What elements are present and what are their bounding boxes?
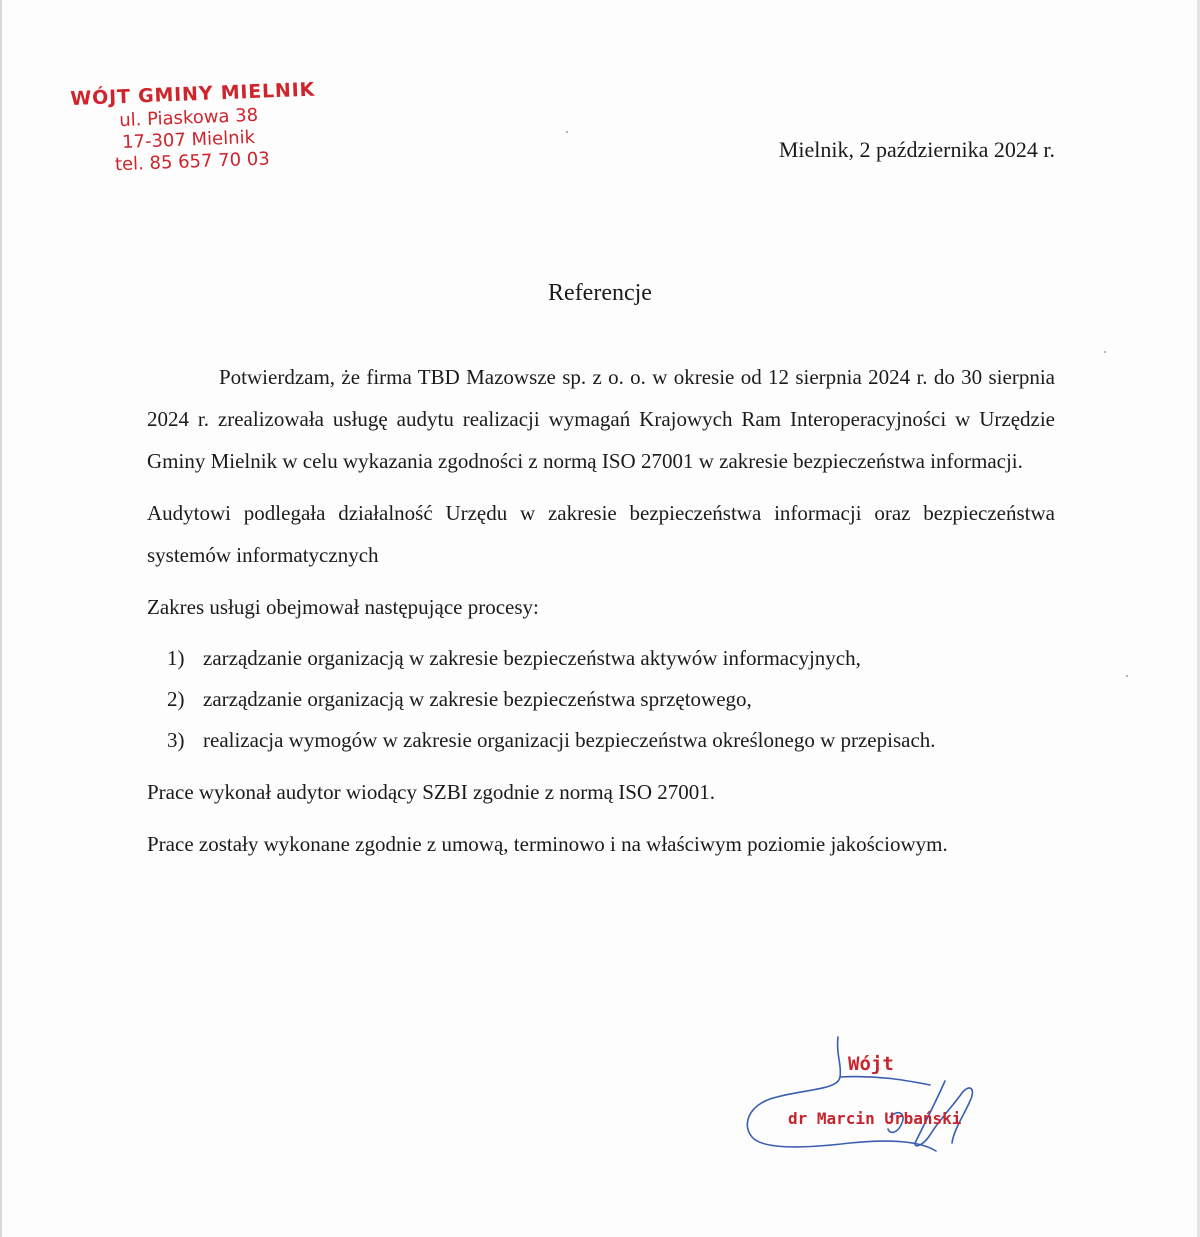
paragraph-auditor: Prace wykonał audytor wiodący SZBI zgodnie z normą ISO 27001. [147, 780, 716, 804]
list-item [147, 720, 1055, 761]
list-item-text: zarządzanie organizacją w zakresie bezpieczeństwa aktywów informacyjnych, [203, 646, 861, 670]
stamp-phone: tel. 85 657 70 03 [114, 148, 271, 176]
letter-body [147, 356, 1055, 865]
paragraph-confirmation: Potwierdzam, że firma TBD Mazowsze sp. z o. o. w okresie od 12 sierpnia 2024 r. do 30 sierpnia 2024 r. zrealizowała usługę audytu realizacji wymagań Krajowych Ram Interoperacyjności w Urzędzie Gminy Mielnik w celu wykazania zgodności z normą ISO 27001 w zakresie bezpieczeństwa informacji. [147, 365, 1055, 473]
scan-speck [1126, 675, 1128, 677]
signature-name: dr Marcin Urbański [788, 1109, 962, 1128]
scan-speck [1104, 351, 1106, 353]
list-item-number: 1) [167, 646, 185, 670]
document-title: Referencje [548, 280, 652, 306]
signature-block [740, 1025, 1000, 1165]
list-item-text: realizacja wymogów w zakresie organizacji bezpieczeństwa określonego w przepisach. [203, 728, 936, 752]
process-list [147, 638, 1055, 761]
list-item-number: 2) [167, 687, 185, 711]
paragraph-audit-scope: Audytowi podlegała działalność Urzędu w zakresie bezpieczeństwa informacji oraz bezpieczeństwa systemów informatycznych [147, 501, 1055, 567]
stamp-title: WÓJT GMINY MIELNIK [70, 78, 316, 110]
paragraph-quality: Prace zostały wykonane zgodnie z umową, terminowo i na właściwym poziomie jakościowym. [147, 832, 948, 856]
list-item-text: zarządzanie organizacją w zakresie bezpieczeństwa sprzętowego, [203, 687, 752, 711]
signature-role: Wójt [848, 1053, 894, 1075]
place-and-date: Mielnik, 2 października 2024 r. [778, 137, 1055, 162]
paragraph-service-scope: Zakres usługi obejmował następujące procesy: [147, 595, 539, 619]
scan-speck [566, 131, 568, 133]
list-item [147, 679, 1055, 720]
office-stamp [70, 78, 333, 178]
stamp-street: ul. Piaskowa 38 [118, 104, 259, 132]
list-item-number: 3) [167, 728, 185, 752]
list-item [147, 638, 1055, 679]
scan-edge-left [0, 0, 2, 1237]
handwritten-signature [740, 1025, 1000, 1165]
stamp-city: 17-307 Mielnik [121, 126, 256, 154]
